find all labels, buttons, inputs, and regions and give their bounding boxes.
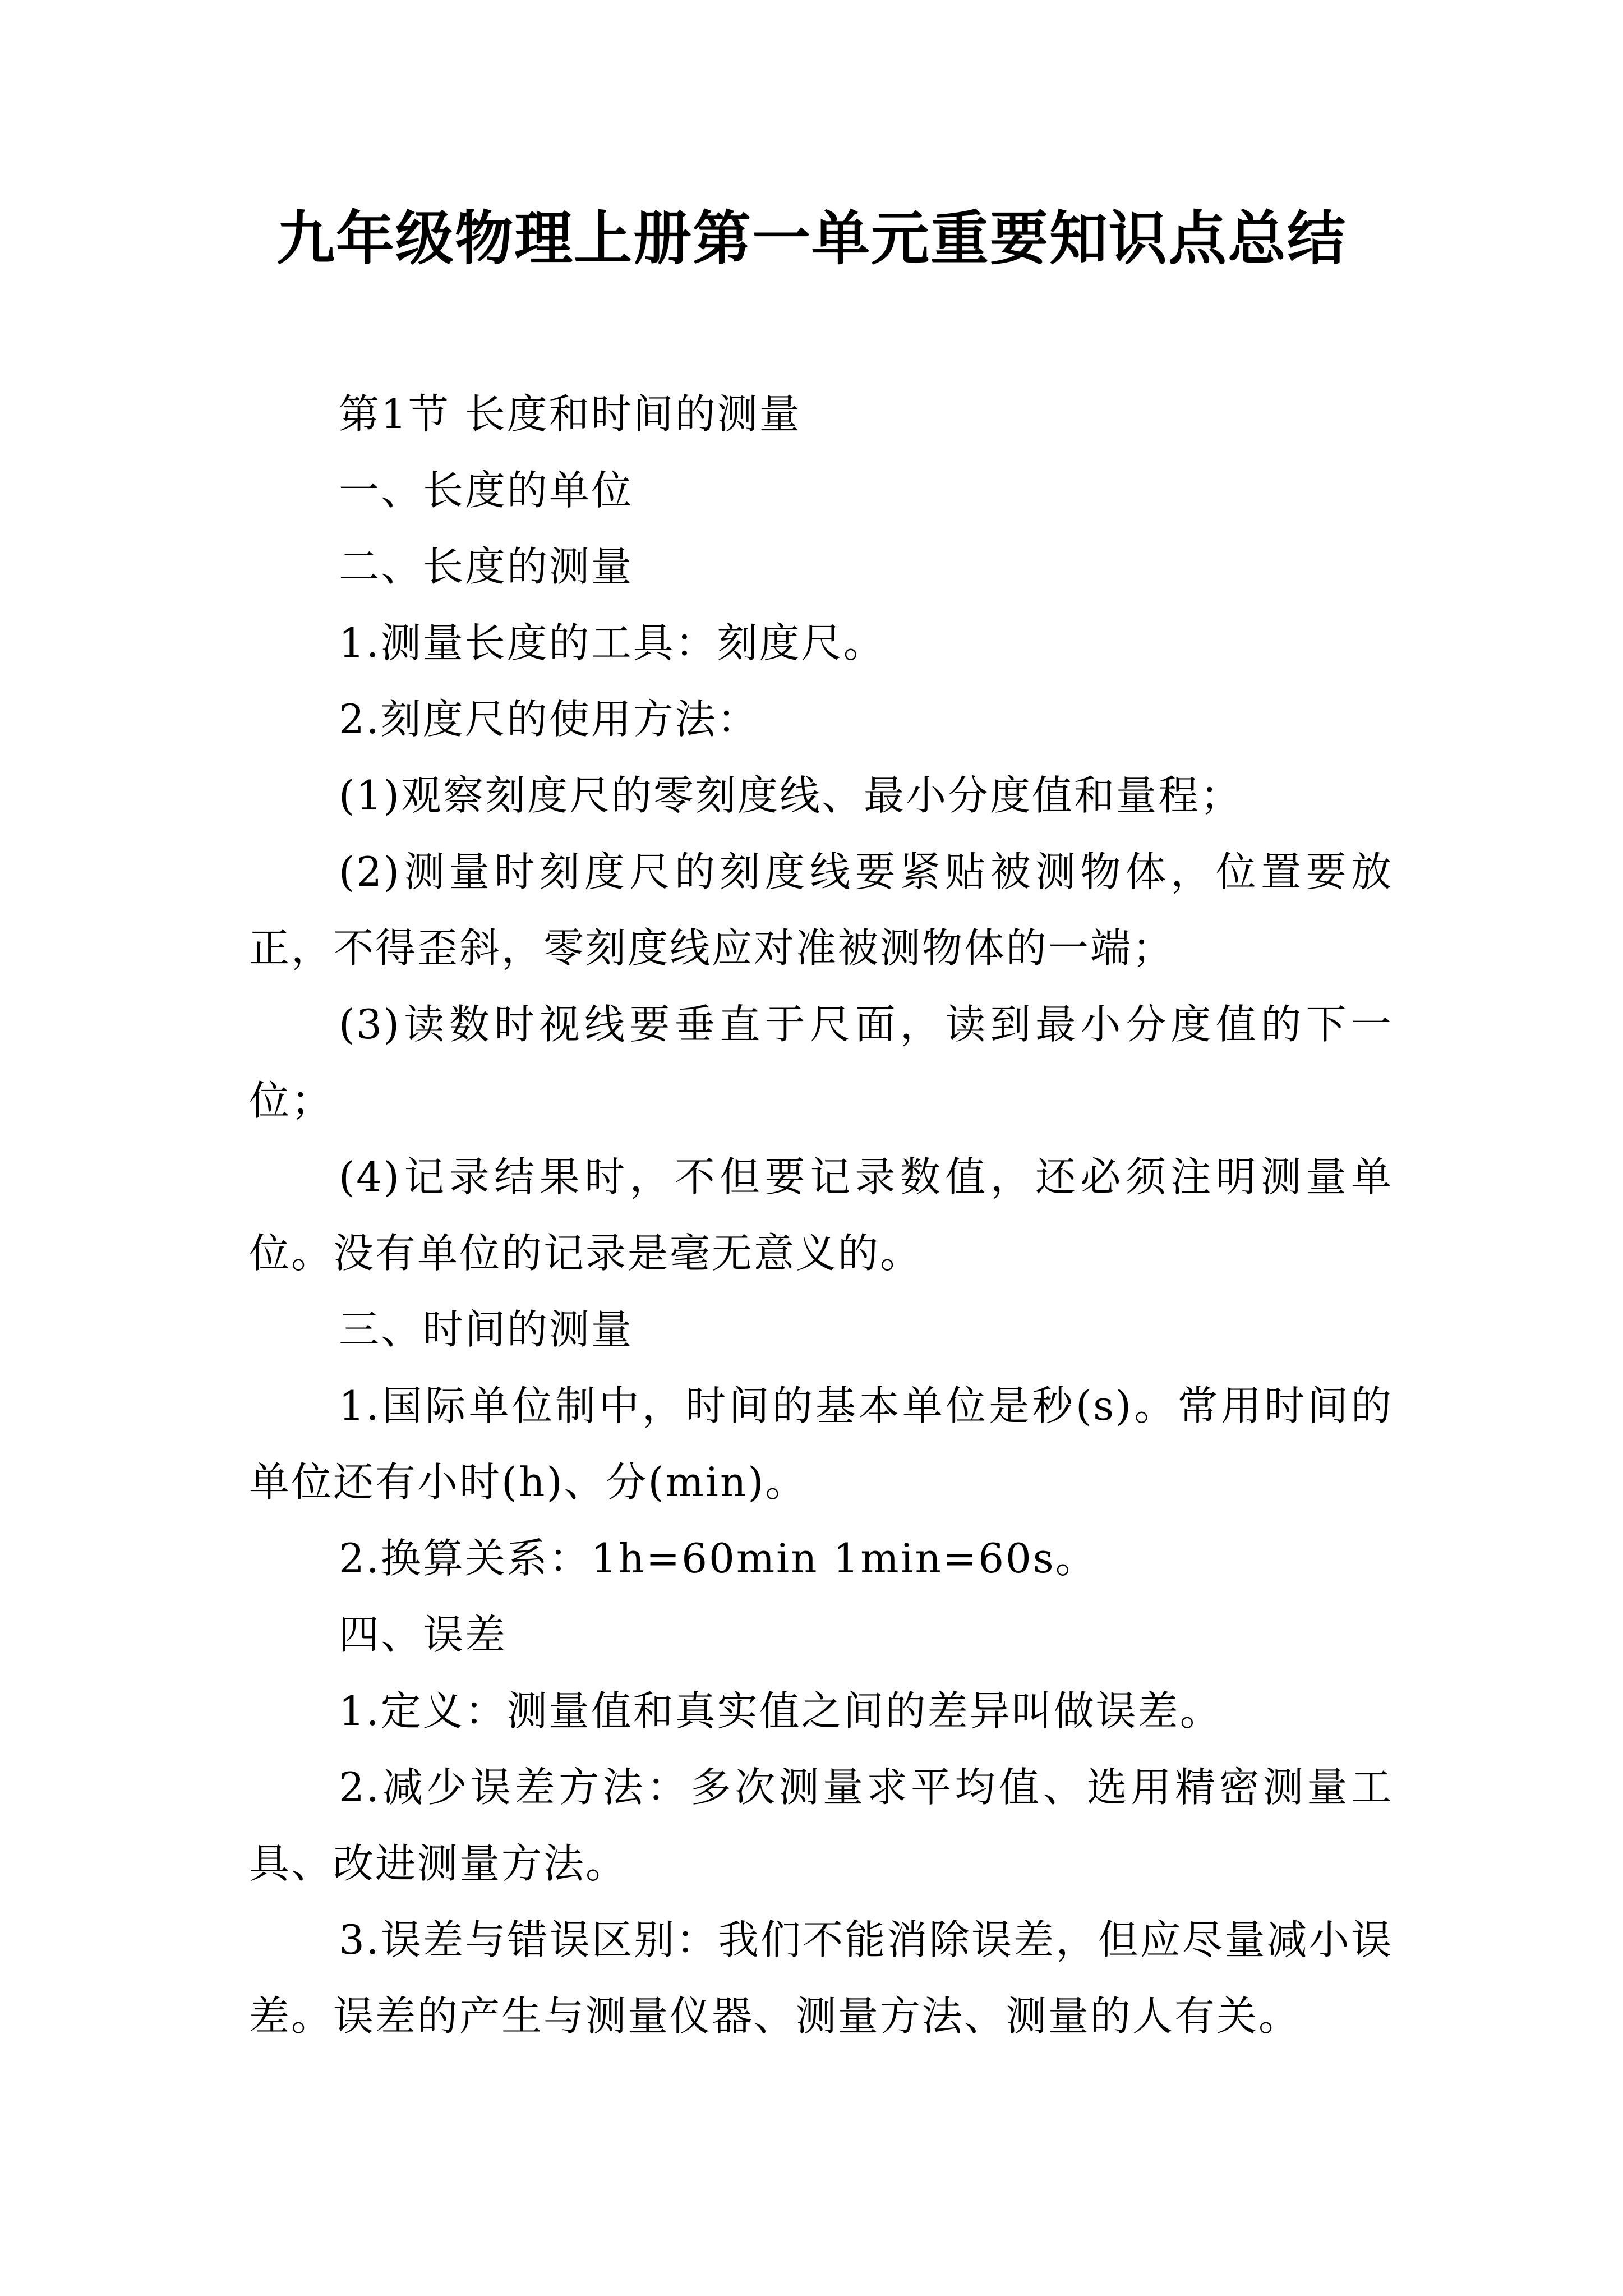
paragraph: (4)记录结果时，不但要记录数值，还必须注明测量单位。没有单位的记录是毫无意义的。	[249, 1153, 1393, 1277]
subheading-length-unit: 一、长度的单位	[339, 467, 634, 514]
paragraph: 2.刻度尺的使用方法：	[339, 696, 759, 743]
subheading-length-measurement: 二、长度的测量	[339, 543, 634, 590]
subheading-time-measurement: 三、时间的测量	[339, 1306, 634, 1353]
paragraph: 2.减少误差方法：多次测量求平均值、选用精密测量工具、改进测量方法。	[249, 1764, 1393, 1887]
paragraph: (1)观察刻度尺的零刻度线、最小分度值和量程；	[339, 772, 1242, 819]
paragraph: 1.测量长度的工具：刻度尺。	[339, 619, 886, 666]
section-heading: 第1节 长度和时间的测量	[339, 390, 801, 438]
paragraph: 1.国际单位制中，时间的基本单位是秒(s)。常用时间的单位还有小时(h)、分(min)。	[249, 1382, 1393, 1506]
paragraph: (3)读数时视线要垂直于尺面，读到最小分度值的下一位；	[249, 1001, 1393, 1124]
paragraph: 2.换算关系：1h=60min 1min=60s。	[339, 1535, 1098, 1582]
paragraph: 1.定义：测量值和真实值之间的差异叫做误差。	[339, 1687, 1222, 1734]
paragraph: 3.误差与错误区别：我们不能消除误差，但应尽量减小误差。误差的产生与测量仪器、测量方法、测量的人有关。	[249, 1916, 1393, 2040]
paragraph: (2)测量时刻度尺的刻度线要紧贴被测物体，位置要放正，不得歪斜，零刻度线应对准被测物体的一端；	[249, 848, 1393, 972]
document-title: 九年级物理上册第一单元重要知识点总结	[276, 204, 1347, 273]
subheading-error: 四、误差	[339, 1611, 508, 1658]
document-body	[249, 376, 1393, 2054]
